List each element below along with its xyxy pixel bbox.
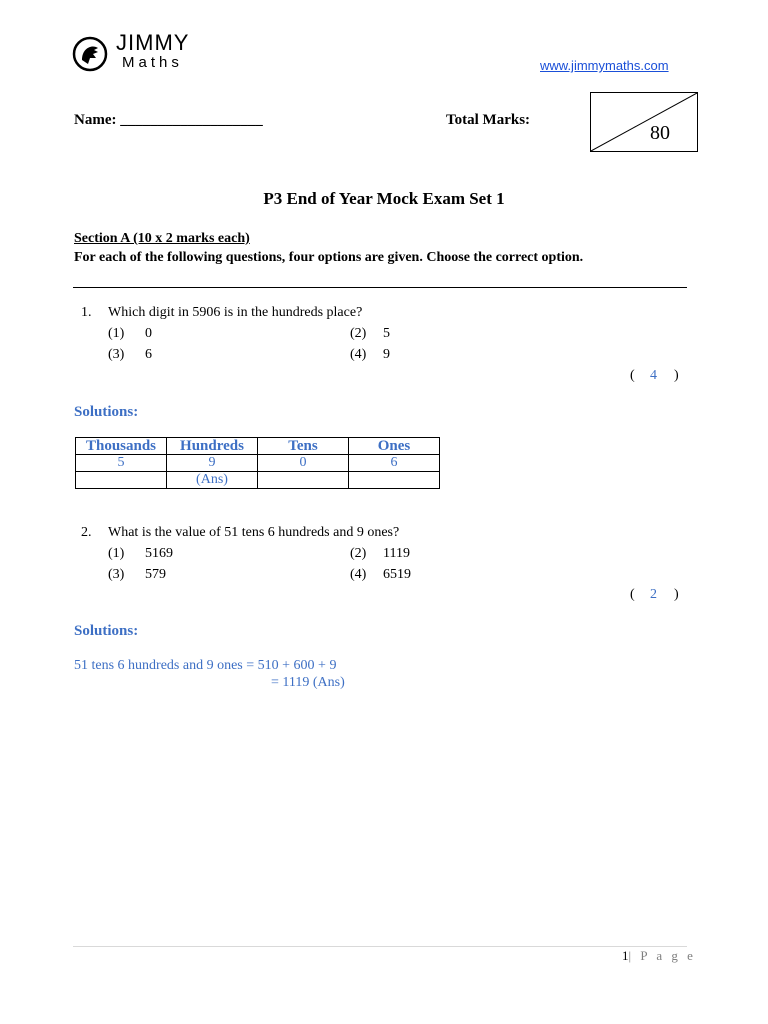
table-cell-empty [76, 472, 167, 489]
spartan-helmet-icon [72, 36, 108, 72]
total-marks-label: Total Marks: [446, 112, 531, 128]
table-cell-ones: 6 [349, 455, 440, 472]
table-cell-empty [349, 472, 440, 489]
website-link[interactable]: www.jimmymaths.com [540, 58, 669, 73]
table-cell-hundreds: 9 [167, 455, 258, 472]
q2-option-2-value: 1119 [383, 546, 410, 561]
total-marks-box [590, 92, 698, 152]
q2-solutions-heading: Solutions: [74, 623, 139, 639]
table-header-ones: Ones [349, 438, 440, 455]
q2-option-1-value: 5169 [145, 546, 173, 561]
q1-answer-bracket-close: ) [674, 368, 679, 383]
section-divider [73, 287, 687, 288]
q1-option-1-value: 0 [145, 326, 152, 341]
section-heading: Section A (10 x 2 marks each) [74, 231, 250, 246]
q2-option-4-label: (4) [350, 567, 367, 582]
q1-option-2-value: 5 [383, 326, 390, 341]
table-header-thousands: Thousands [76, 438, 167, 455]
q2-answer-bracket-open: ( [630, 587, 635, 602]
table-cell-tens: 0 [258, 455, 349, 472]
q2-answer: 2 [650, 587, 657, 602]
question-1-text: Which digit in 5906 is in the hundreds place? [108, 305, 363, 320]
q2-option-3-label: (3) [108, 567, 125, 582]
question-1-number: 1. [81, 305, 92, 320]
q1-option-1-label: (1) [108, 326, 125, 341]
marks-box-diagonal [591, 93, 697, 151]
logo-wordmark: JIMMY [116, 30, 190, 55]
place-value-table [75, 437, 440, 489]
page-number: 1 [622, 948, 629, 963]
table-header-hundreds: Hundreds [167, 438, 258, 455]
table-cell-ans: (Ans) [167, 472, 258, 489]
q2-working-line-2: = 1119 (Ans) [271, 675, 345, 690]
q2-working-line-1: 51 tens 6 hundreds and 9 ones = 510 + 600 + 9 [74, 658, 337, 673]
q1-option-3-value: 6 [145, 347, 152, 362]
section-instruction: For each of the following questions, four options are given. Choose the correct option. [74, 250, 584, 265]
q2-option-3-value: 579 [145, 567, 166, 582]
q1-solutions-heading: Solutions: [74, 404, 139, 420]
table-header-tens: Tens [258, 438, 349, 455]
total-marks-value: 80 [650, 122, 670, 144]
q1-option-4-value: 9 [383, 347, 390, 362]
q2-answer-bracket-close: ) [674, 587, 679, 602]
q1-option-2-label: (2) [350, 326, 367, 341]
logo-subtitle: Maths [122, 54, 183, 71]
question-2-number: 2. [81, 525, 92, 540]
q1-answer: 4 [650, 368, 657, 383]
page-footer [622, 948, 696, 964]
footer-divider [73, 946, 687, 947]
question-2-text: What is the value of 51 tens 6 hundreds and 9 ones? [108, 525, 400, 540]
table-cell-empty [258, 472, 349, 489]
q1-answer-bracket-open: ( [630, 368, 635, 383]
q2-option-4-value: 6519 [383, 567, 411, 582]
q2-option-1-label: (1) [108, 546, 125, 561]
table-cell-thousands: 5 [76, 455, 167, 472]
name-field-label: Name: ___________________ [74, 112, 263, 128]
q2-option-2-label: (2) [350, 546, 367, 561]
page-word: | P a g e [628, 948, 696, 963]
q1-option-3-label: (3) [108, 347, 125, 362]
q1-option-4-label: (4) [350, 347, 367, 362]
exam-title: P3 End of Year Mock Exam Set 1 [263, 189, 505, 208]
